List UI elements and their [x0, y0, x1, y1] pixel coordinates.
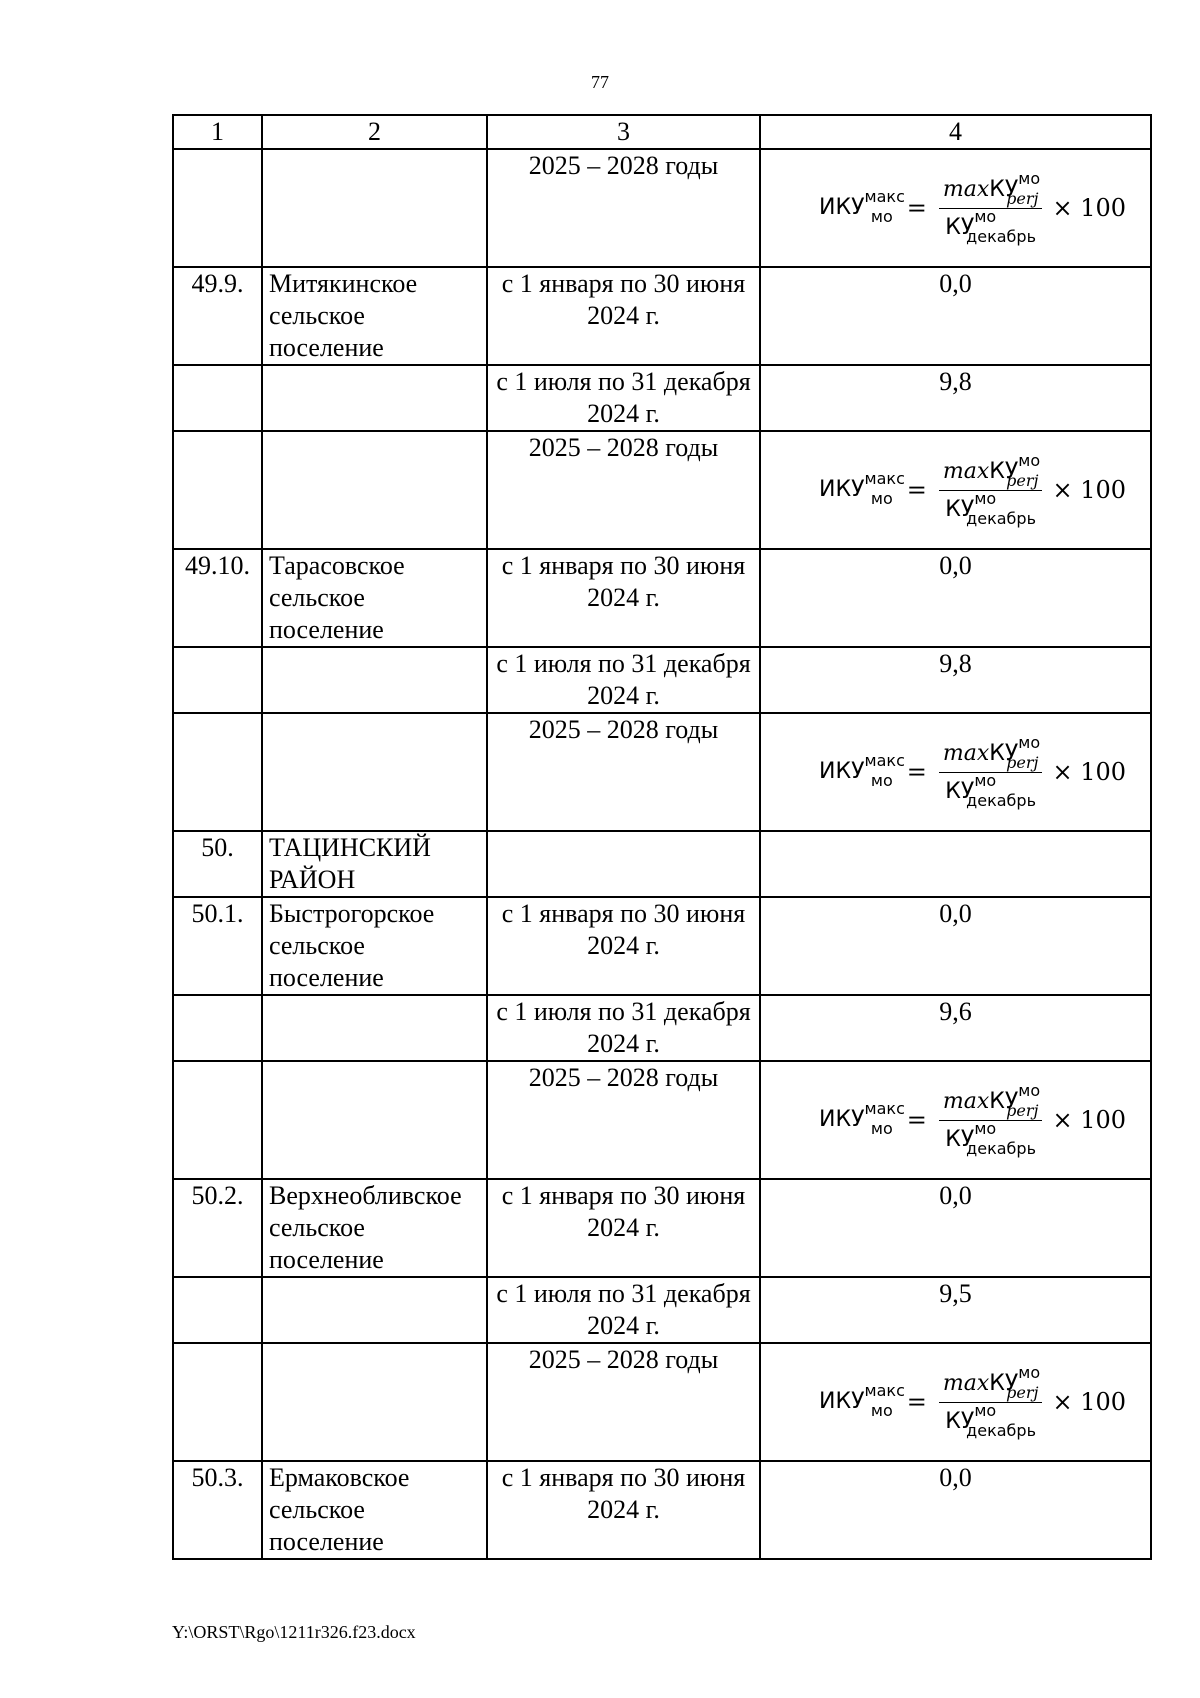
formula-lhs [819, 1098, 905, 1138]
municipality-name [262, 365, 487, 431]
table-row [173, 1179, 1151, 1277]
index-value: 0,0 [760, 549, 1151, 647]
index-value: 9,8 [760, 647, 1151, 713]
formula-times-100: × 100 [1052, 1388, 1126, 1416]
row-number: 50. [173, 831, 262, 897]
formula-lhs-main: ИКУ [819, 1388, 865, 1414]
table-row [173, 549, 1151, 647]
period: с 1 июля по 31 декабря 2024 г. [487, 365, 760, 431]
formula-den-sup: мо [974, 1118, 997, 1138]
formula-max: max [942, 1370, 990, 1396]
formula-times-100: × 100 [1052, 476, 1126, 504]
row-number: 50.1. [173, 897, 262, 995]
formula-den-sup: мо [974, 770, 997, 790]
formula-lhs-main: ИКУ [819, 1106, 865, 1132]
formula-equals: = [906, 194, 927, 222]
formula-numerator [939, 450, 1043, 491]
formula-num-main: КУ [989, 176, 1019, 202]
period [487, 831, 760, 897]
period: с 1 июля по 31 декабря 2024 г. [487, 1277, 760, 1343]
formula-den-sub: декабрь [966, 1420, 1036, 1440]
formula-times-100: × 100 [1052, 194, 1126, 222]
formula-num-sup: мо [1018, 168, 1041, 188]
row-number [173, 1343, 262, 1461]
municipality-name [262, 1343, 487, 1461]
formula-equals: = [906, 758, 927, 786]
formula-lhs-sup: макс [864, 1380, 905, 1400]
formula-numerator [939, 1080, 1043, 1121]
formula-lhs-sub: мо [870, 206, 893, 226]
period: с 1 июля по 31 декабря 2024 г. [487, 647, 760, 713]
formula-lhs-sub: мо [870, 1118, 893, 1138]
index-formula-cell [760, 1061, 1151, 1179]
formula-den-sup: мо [974, 206, 997, 226]
index-formula [767, 714, 1144, 830]
table-row [173, 267, 1151, 365]
period: с 1 января по 30 июня 2024 г. [487, 267, 760, 365]
formula-den-sub: декабрь [966, 226, 1036, 246]
row-number: 49.10. [173, 549, 262, 647]
municipality-name [262, 713, 487, 831]
municipality-name: Быстрогорское сельское поселение [262, 897, 487, 995]
period: 2025 – 2028 годы [487, 1061, 760, 1179]
index-formula-cell [760, 431, 1151, 549]
index-value: 9,8 [760, 365, 1151, 431]
index-formula-cell [760, 149, 1151, 267]
index-value: 0,0 [760, 267, 1151, 365]
formula-fraction [939, 450, 1043, 528]
formula-lhs-sub: мо [870, 488, 893, 508]
formula-times-100: × 100 [1052, 1106, 1126, 1134]
municipality-name [262, 149, 487, 267]
formula-num-sup: мо [1018, 1362, 1041, 1382]
table-header-row [173, 115, 1151, 149]
formula-lhs-main: ИКУ [819, 194, 865, 220]
row-number [173, 1277, 262, 1343]
formula-equals: = [906, 476, 927, 504]
row-number [173, 995, 262, 1061]
formula-max: max [942, 176, 990, 202]
formula-den-main: КУ [945, 778, 975, 804]
period: с 1 января по 30 июня 2024 г. [487, 1461, 760, 1559]
formula-lhs-sub: мо [870, 1400, 893, 1420]
index-value: 0,0 [760, 1179, 1151, 1277]
index-value: 9,6 [760, 995, 1151, 1061]
formula-equals: = [906, 1388, 927, 1416]
formula-num-sub: perj [1006, 1382, 1039, 1402]
index-formula-cell [760, 1343, 1151, 1461]
table-row [173, 1343, 1151, 1461]
formula-max: max [942, 1088, 990, 1114]
formula-den-sub: декабрь [966, 790, 1036, 810]
municipality-name: Митякинское сельское поселение [262, 267, 487, 365]
row-number [173, 365, 262, 431]
row-number [173, 149, 262, 267]
formula-lhs [819, 750, 905, 790]
formula-num-sup: мо [1018, 732, 1041, 752]
table-row [173, 897, 1151, 995]
page-number: 77 [591, 72, 609, 92]
formula-denominator [941, 770, 1040, 810]
table-row [173, 713, 1151, 831]
municipality-name: Тарасовское сельское поселение [262, 549, 487, 647]
table-row [173, 647, 1151, 713]
municipality-name [262, 1061, 487, 1179]
formula-den-sub: декабрь [966, 508, 1036, 528]
index-formula [767, 432, 1144, 548]
formula-fraction [939, 1362, 1043, 1440]
formula-lhs-main: ИКУ [819, 476, 865, 502]
formula-lhs-sup: макс [864, 186, 905, 206]
table-row [173, 431, 1151, 549]
formula-den-sup: мо [974, 488, 997, 508]
formula-lhs [819, 186, 905, 226]
period: с 1 января по 30 июня 2024 г. [487, 549, 760, 647]
formula-lhs-sub: мо [870, 770, 893, 790]
formula-numerator [939, 1362, 1043, 1403]
municipality-name: ТАЦИНСКИЙ РАЙОН [262, 831, 487, 897]
formula-num-main: КУ [989, 740, 1019, 766]
table-row [173, 995, 1151, 1061]
row-number [173, 431, 262, 549]
municipality-name [262, 1277, 487, 1343]
formula-max: max [942, 740, 990, 766]
index-value: 0,0 [760, 897, 1151, 995]
municipality-name: Верхнеобливское сельское поселение [262, 1179, 487, 1277]
municipality-name [262, 995, 487, 1061]
row-number [173, 647, 262, 713]
formula-num-sub: perj [1006, 1100, 1039, 1120]
table-row [173, 1277, 1151, 1343]
formula-den-main: КУ [945, 496, 975, 522]
formula-lhs [819, 1380, 905, 1420]
period: с 1 января по 30 июня 2024 г. [487, 897, 760, 995]
formula-times-100: × 100 [1052, 758, 1126, 786]
index-formula [767, 150, 1144, 266]
formula-den-sup: мо [974, 1400, 997, 1420]
table-row [173, 1061, 1151, 1179]
table-row [173, 831, 1151, 897]
row-number: 50.2. [173, 1179, 262, 1277]
index-formula [767, 1344, 1144, 1460]
municipality-name [262, 431, 487, 549]
row-number [173, 1061, 262, 1179]
file-path-footer: Y:\ORST\Rgo\1211r326.f23.docx [172, 1622, 416, 1642]
formula-num-sub: perj [1006, 752, 1039, 772]
formula-equals: = [906, 1106, 927, 1134]
formula-fraction [939, 168, 1043, 246]
period: 2025 – 2028 годы [487, 431, 760, 549]
formula-denominator [941, 1400, 1040, 1440]
formula-lhs-sup: макс [864, 1098, 905, 1118]
formula-lhs-sup: макс [864, 468, 905, 488]
index-value: 0,0 [760, 1461, 1151, 1559]
index-value: 9,5 [760, 1277, 1151, 1343]
period: 2025 – 2028 годы [487, 149, 760, 267]
row-number: 50.3. [173, 1461, 262, 1559]
municipality-name: Ермаковское сельское поселение [262, 1461, 487, 1559]
formula-max: max [942, 458, 990, 484]
formula-num-main: КУ [989, 1370, 1019, 1396]
formula-fraction [939, 1080, 1043, 1158]
period: с 1 июля по 31 декабря 2024 г. [487, 995, 760, 1061]
formula-numerator [939, 168, 1043, 209]
formula-den-main: КУ [945, 214, 975, 240]
index-formula-cell [760, 713, 1151, 831]
formula-den-main: КУ [945, 1126, 975, 1152]
table-row [173, 1461, 1151, 1559]
formula-fraction [939, 732, 1043, 810]
period: 2025 – 2028 годы [487, 713, 760, 831]
header-col-4: 4 [760, 115, 1151, 149]
formula-num-sub: perj [1006, 470, 1039, 490]
formula-den-main: КУ [945, 1408, 975, 1434]
formula-numerator [939, 732, 1043, 773]
formula-denominator [941, 488, 1040, 528]
formula-den-sub: декабрь [966, 1138, 1036, 1158]
formula-num-sub: perj [1006, 188, 1039, 208]
formula-num-sup: мо [1018, 450, 1041, 470]
municipality-name [262, 647, 487, 713]
row-number [173, 713, 262, 831]
period: с 1 января по 30 июня 2024 г. [487, 1179, 760, 1277]
table-row [173, 149, 1151, 267]
period: 2025 – 2028 годы [487, 1343, 760, 1461]
formula-num-main: КУ [989, 1088, 1019, 1114]
formula-lhs-main: ИКУ [819, 758, 865, 784]
formula-lhs [819, 468, 905, 508]
header-col-1: 1 [173, 115, 262, 149]
tariff-table [172, 114, 1152, 1560]
index-value [760, 831, 1151, 897]
header-col-2: 2 [262, 115, 487, 149]
formula-denominator [941, 206, 1040, 246]
formula-denominator [941, 1118, 1040, 1158]
formula-num-main: КУ [989, 458, 1019, 484]
table-row [173, 365, 1151, 431]
row-number: 49.9. [173, 267, 262, 365]
formula-num-sup: мо [1018, 1080, 1041, 1100]
header-col-3: 3 [487, 115, 760, 149]
formula-lhs-sup: макс [864, 750, 905, 770]
index-formula [767, 1062, 1144, 1178]
